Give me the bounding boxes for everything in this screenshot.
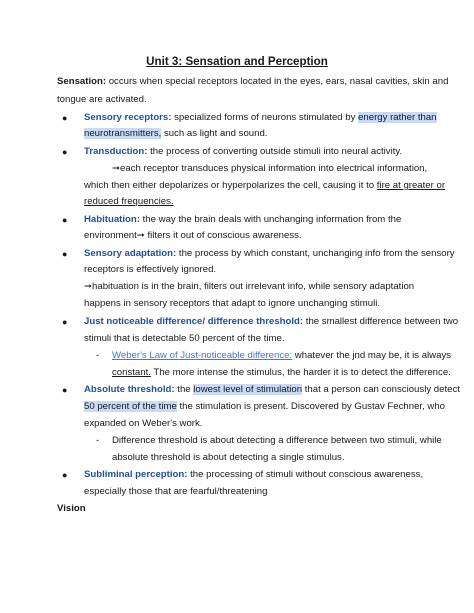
sensation-line-1: [57, 76, 448, 88]
transduction-line-3: [84, 180, 445, 192]
highlight: 50 percent of the time: [84, 401, 177, 412]
weber-law-link[interactable]: Weber's Law of Just-noticeable difference:: [112, 350, 293, 361]
absolute-threshold-line-2: [84, 401, 445, 413]
habituation-term: Habituation:: [84, 214, 140, 225]
underlined-text: reduced frequencies.: [84, 196, 174, 207]
highlight: neurotransmitters,: [84, 128, 162, 139]
highlight: lowest level of stimulation: [193, 384, 303, 395]
bullet-icon: ●: [62, 249, 68, 259]
subliminal-line-2: especially those that are fearful/threatening: [84, 486, 268, 497]
jnd-sub-line-2: [112, 367, 451, 379]
page-title: Unit 3: Sensation and Perception: [146, 55, 328, 68]
absolute-threshold-line-3: expanded on Weber's work.: [84, 418, 203, 429]
habituation-line-1: [84, 214, 401, 226]
sensory-adaptation-line-4: happens in sensory receptors that adapt to ignore unchanging stimuli.: [84, 298, 380, 309]
habituation-line-2: environment➞ filters it out of conscious awareness.: [84, 230, 302, 241]
absolute-threshold-sub-line-1: Difference threshold is about detecting a difference between two stimuli, while: [112, 435, 442, 446]
absolute-threshold-text-2: that a person can consciously detect: [302, 384, 460, 395]
jnd-line-2: stimuli that is detectable 50 percent of the time.: [84, 333, 285, 344]
dash-icon: -: [96, 350, 100, 361]
sensory-adaptation-text: the process by which constant, unchanging info from the sensory: [176, 248, 455, 259]
jnd-term: Just noticeable difference/ difference threshold:: [84, 316, 304, 327]
sensory-receptors-line-2: [84, 128, 267, 140]
sensory-receptors-text: specialized forms of neurons stimulated by: [171, 112, 359, 123]
sensation-line-2: tongue are activated.: [57, 94, 147, 105]
underlined-text: fire at greater or: [376, 180, 446, 191]
sensory-receptors-line-1: [84, 112, 437, 124]
subliminal-text: the processing of stimuli without conscious awareness,: [187, 469, 424, 480]
habituation-text: the way the brain deals with unchanging information from the: [139, 214, 402, 225]
vision-heading: Vision: [57, 503, 86, 514]
absolute-threshold-term: Absolute threshold:: [84, 384, 175, 395]
bullet-icon: ●: [62, 147, 68, 157]
sensory-receptors-term: Sensory receptors:: [84, 112, 172, 123]
dash-icon: -: [96, 435, 100, 446]
sensory-adaptation-term: Sensory adaptation:: [84, 248, 177, 259]
transduction-term: Transduction:: [84, 146, 148, 157]
transduction-text: the process of converting outside stimuli into neural activity.: [147, 146, 403, 157]
bullet-icon: ●: [62, 470, 68, 480]
jnd-sub-line-1: [112, 350, 451, 362]
highlight: energy rather than: [358, 112, 437, 123]
subliminal-term: Subliminal perception:: [84, 469, 188, 480]
transduction-line-4: [84, 196, 174, 208]
absolute-threshold-text-3: the stimulation is present. Discovered by Gustav Fechner, who: [176, 401, 446, 412]
absolute-threshold-sub-line-2: absolute threshold is about detecting a single stimulus.: [112, 452, 345, 463]
sensation-term: Sensation:: [57, 76, 107, 87]
sensation-text: occurs when special receptors located in the eyes, ears, nasal cavities, skin and: [106, 76, 449, 87]
bullet-icon: ●: [62, 317, 68, 327]
subliminal-line-1: [84, 469, 423, 481]
bullet-icon: ●: [62, 215, 68, 225]
transduction-text-3: which then either depolarizes or hyperpolarizes the cell, causing it to: [84, 180, 377, 191]
underlined-text: constant.: [112, 367, 151, 378]
jnd-sub-text-2: The more intense the stimulus, the harder it is to detect the difference.: [150, 367, 451, 378]
jnd-text: the smallest difference between two: [303, 316, 459, 327]
absolute-threshold-text: the: [174, 384, 194, 395]
sensory-adaptation-line-1: [84, 248, 455, 260]
sensory-receptors-text-2: such as light and sound.: [161, 128, 268, 139]
bullet-icon: ●: [62, 113, 68, 123]
transduction-line-1: [84, 146, 402, 158]
sensory-adaptation-line-3: ➞habituation is in the brain, filters out irrelevant info, while sensory adaptation: [84, 281, 415, 292]
absolute-threshold-line-1: [84, 384, 460, 396]
jnd-line-1: [84, 316, 458, 328]
transduction-line-2: ➞each receptor transduces physical information into electrical information,: [112, 163, 428, 174]
jnd-sub-text: whatever the jnd may be, it is always: [292, 350, 452, 361]
sensory-adaptation-line-2: receptors is effectively ignored.: [84, 264, 217, 275]
bullet-icon: ●: [62, 385, 68, 395]
